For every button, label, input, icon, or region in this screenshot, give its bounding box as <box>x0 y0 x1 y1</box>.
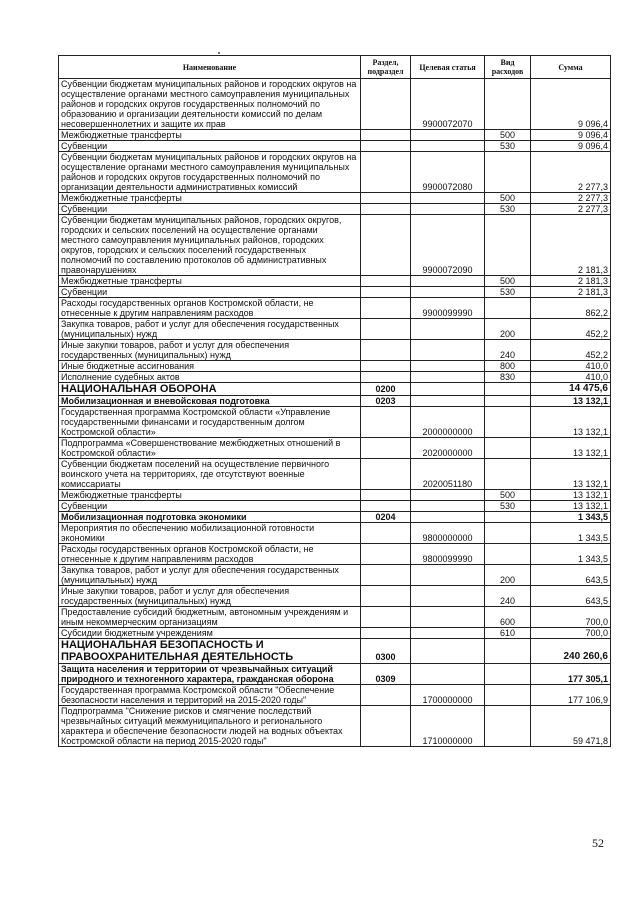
table-row <box>59 287 611 298</box>
table-row <box>59 361 611 372</box>
cell-name: Исполнение судебных актов <box>59 372 361 383</box>
cell-name: Субвенции <box>59 501 361 512</box>
cell-target <box>411 319 485 340</box>
cell-kind <box>485 706 531 747</box>
cell-target <box>411 628 485 639</box>
cell-target <box>411 664 485 685</box>
cell-sum: 2 277,3 <box>531 204 611 215</box>
cell-name: Расходы государственных органов Костромской области, не отнесенные к другим направлениям расходов <box>59 544 361 565</box>
cell-name: Мобилизационная подготовка экономики <box>59 512 361 523</box>
cell-section: 0300 <box>361 639 411 664</box>
table-row <box>59 130 611 141</box>
table-row <box>59 490 611 501</box>
cell-sum: 862,2 <box>531 298 611 319</box>
cell-name: Мобилизационная и вневойсковая подготовка <box>59 396 361 407</box>
cell-target: 1710000000 <box>411 706 485 747</box>
table-row <box>59 215 611 276</box>
cell-name: Государственная программа Костромской области «Управление государственными финансами и государственным долгом Костромской области» <box>59 407 361 438</box>
table-body <box>59 79 611 747</box>
cell-sum: 1 343,5 <box>531 523 611 544</box>
header-section: Раздел, подраздел <box>361 56 411 79</box>
cell-target <box>411 287 485 298</box>
cell-name: Иные закупки товаров, работ и услуг для обеспечения государственных (муниципальных) нужд <box>59 340 361 361</box>
cell-name: Межбюджетные трансферты <box>59 276 361 287</box>
cell-section <box>361 565 411 586</box>
cell-kind <box>485 523 531 544</box>
cell-kind <box>485 639 531 664</box>
cell-section <box>361 319 411 340</box>
cell-name: Межбюджетные трансферты <box>59 490 361 501</box>
cell-kind: 240 <box>485 586 531 607</box>
cell-section <box>361 607 411 628</box>
cell-kind <box>485 152 531 193</box>
cell-section <box>361 215 411 276</box>
cell-name: Подпрограмма "Снижение рисков и смягчение последствий чрезвычайных ситуаций межмуниципального и регионального характера и обеспечение безопасности людей на водных объектах Костромской области на период 2015-2020 годы" <box>59 706 361 747</box>
cell-target: 9800099990 <box>411 544 485 565</box>
cell-kind: 600 <box>485 607 531 628</box>
cell-name: Иные закупки товаров, работ и услуг для обеспечения государственных (муниципальных) нужд <box>59 586 361 607</box>
cell-sum: 2 277,3 <box>531 152 611 193</box>
cell-kind: 500 <box>485 193 531 204</box>
cell-kind <box>485 459 531 490</box>
table-row <box>59 141 611 152</box>
cell-sum: 1 343,5 <box>531 544 611 565</box>
cell-sum: 2 181,3 <box>531 215 611 276</box>
table-row <box>59 586 611 607</box>
cell-target: 9900072070 <box>411 79 485 130</box>
table-row <box>59 319 611 340</box>
cell-section <box>361 586 411 607</box>
cell-target: 9900072080 <box>411 152 485 193</box>
table-row <box>59 628 611 639</box>
page-number: 52 <box>592 836 604 850</box>
cell-kind: 530 <box>485 287 531 298</box>
cell-sum: 14 475,6 <box>531 383 611 396</box>
cell-name: Защита населения и территории от чрезвычайных ситуаций природного и техногенного характера, гражданская оборона <box>59 664 361 685</box>
table-header-row <box>59 56 611 79</box>
cell-target: 2000000000 <box>411 407 485 438</box>
cell-target <box>411 565 485 586</box>
table-row <box>59 706 611 747</box>
cell-section <box>361 340 411 361</box>
table-row <box>59 639 611 664</box>
cell-section <box>361 287 411 298</box>
cell-kind <box>485 298 531 319</box>
budget-table <box>58 55 611 747</box>
cell-kind <box>485 396 531 407</box>
cell-name: Субвенции <box>59 204 361 215</box>
cell-sum: 2 181,3 <box>531 276 611 287</box>
cell-section <box>361 372 411 383</box>
cell-target <box>411 361 485 372</box>
cell-section <box>361 152 411 193</box>
cell-target: 2020000000 <box>411 438 485 459</box>
cell-name: НАЦИОНАЛЬНАЯ ОБОРОНА <box>59 383 361 396</box>
cell-kind <box>485 512 531 523</box>
table-row <box>59 407 611 438</box>
cell-sum: 177 106,9 <box>531 685 611 706</box>
cell-target <box>411 193 485 204</box>
table-row <box>59 372 611 383</box>
table-row <box>59 396 611 407</box>
cell-kind <box>485 685 531 706</box>
cell-target: 9900099990 <box>411 298 485 319</box>
cell-section <box>361 706 411 747</box>
cell-sum: 410,0 <box>531 372 611 383</box>
table-row <box>59 685 611 706</box>
cell-sum: 9 096,4 <box>531 130 611 141</box>
cell-target <box>411 383 485 396</box>
cell-kind: 530 <box>485 204 531 215</box>
cell-sum: 240 260,6 <box>531 639 611 664</box>
cell-target <box>411 490 485 501</box>
cell-kind: 200 <box>485 565 531 586</box>
cell-name: Предоставление субсидий бюджетным, автономным учреждениям и иным некоммерческим организациям <box>59 607 361 628</box>
cell-kind: 500 <box>485 276 531 287</box>
cell-sum: 13 132,1 <box>531 459 611 490</box>
cell-sum: 177 305,1 <box>531 664 611 685</box>
table-row <box>59 544 611 565</box>
cell-kind: 200 <box>485 319 531 340</box>
cell-sum: 2 277,3 <box>531 193 611 204</box>
cell-kind <box>485 407 531 438</box>
cell-target <box>411 276 485 287</box>
cell-sum: 59 471,8 <box>531 706 611 747</box>
cell-section <box>361 276 411 287</box>
cell-target <box>411 372 485 383</box>
cell-name: Закупка товаров, работ и услуг для обеспечения государственных (муниципальных) нужд <box>59 319 361 340</box>
cell-kind <box>485 664 531 685</box>
cell-section <box>361 628 411 639</box>
cell-sum: 452,2 <box>531 340 611 361</box>
cell-section <box>361 544 411 565</box>
cell-section <box>361 407 411 438</box>
cell-sum: 452,2 <box>531 319 611 340</box>
table-row <box>59 276 611 287</box>
cell-name: Межбюджетные трансферты <box>59 130 361 141</box>
cell-kind <box>485 215 531 276</box>
table-row <box>59 383 611 396</box>
cell-section <box>361 438 411 459</box>
cell-sum: 9 096,4 <box>531 141 611 152</box>
header-sum: Сумма <box>531 56 611 79</box>
cell-name: Мероприятия по обеспечению мобилизационной готовности экономики <box>59 523 361 544</box>
cell-name: Расходы государственных органов Костромской области, не отнесенные к другим направлениям расходов <box>59 298 361 319</box>
cell-section <box>361 130 411 141</box>
cell-target <box>411 204 485 215</box>
cell-target <box>411 130 485 141</box>
cell-section <box>361 490 411 501</box>
cell-name: Закупка товаров, работ и услуг для обеспечения государственных (муниципальных) нужд <box>59 565 361 586</box>
cell-name: Подпрограмма «Совершенствование межбюджетных отношений в Костромской области» <box>59 438 361 459</box>
cell-sum: 1 343,5 <box>531 512 611 523</box>
cell-kind: 530 <box>485 501 531 512</box>
cell-section <box>361 501 411 512</box>
cell-section <box>361 298 411 319</box>
cell-section <box>361 79 411 130</box>
cell-target <box>411 501 485 512</box>
cell-section <box>361 204 411 215</box>
table-row <box>59 565 611 586</box>
cell-kind: 830 <box>485 372 531 383</box>
header-kind: Вид расходов <box>485 56 531 79</box>
cell-kind: 240 <box>485 340 531 361</box>
cell-sum: 2 181,3 <box>531 287 611 298</box>
table-row <box>59 438 611 459</box>
cell-name: Субвенции бюджетам муниципальных районов и городских округов на осуществление органами местного самоуправления муниципальных районов и городских округов государственных полномочий по организации деятельности административных комиссий <box>59 152 361 193</box>
cell-section <box>361 459 411 490</box>
cell-sum: 700,0 <box>531 607 611 628</box>
cell-sum: 13 132,1 <box>531 396 611 407</box>
cell-name: Субвенции бюджетам муниципальных районов и городских округов на осуществление органами местного самоуправления муниципальных районов и городских округов государственных полномочий по образованию и организации деятельности комиссий по делам несовершеннолетних и защите их прав <box>59 79 361 130</box>
table-row <box>59 459 611 490</box>
cell-target <box>411 396 485 407</box>
cell-target <box>411 586 485 607</box>
table-row <box>59 340 611 361</box>
cell-target <box>411 639 485 664</box>
cell-target: 9900072090 <box>411 215 485 276</box>
cell-name: Межбюджетные трансферты <box>59 193 361 204</box>
cell-target <box>411 607 485 628</box>
table-row <box>59 298 611 319</box>
cell-target: 2020051180 <box>411 459 485 490</box>
table-row <box>59 501 611 512</box>
table-row <box>59 193 611 204</box>
table-row <box>59 79 611 130</box>
cell-name: Иные бюджетные ассигнования <box>59 361 361 372</box>
cell-sum: 643,5 <box>531 586 611 607</box>
cell-kind <box>485 438 531 459</box>
cell-target <box>411 340 485 361</box>
cell-sum: 13 132,1 <box>531 407 611 438</box>
cell-sum: 410,0 <box>531 361 611 372</box>
cell-sum: 13 132,1 <box>531 438 611 459</box>
cell-section: 0204 <box>361 512 411 523</box>
cell-name: Субвенции <box>59 141 361 152</box>
cell-name: Субвенции бюджетам муниципальных районов, городских округов, городских и сельских поселений на осуществление органами местного самоуправления муниципальных районов, городских округов, городских и сельских поселений государственных полномочий по составлению протоколов об административных правонарушениях <box>59 215 361 276</box>
cell-section <box>361 193 411 204</box>
cell-sum: 9 096,4 <box>531 79 611 130</box>
cell-target: 9800000000 <box>411 523 485 544</box>
cell-sum: 13 132,1 <box>531 490 611 501</box>
cell-kind: 610 <box>485 628 531 639</box>
cell-name: Субвенции бюджетам поселений на осуществление первичного воинского учета на территориях, где отсутствуют военные комиссариаты <box>59 459 361 490</box>
cell-target <box>411 512 485 523</box>
cell-name: Государственная программа Костромской области "Обеспечение безопасности населения и территорий на 2015-2020 годы" <box>59 685 361 706</box>
cell-section <box>361 523 411 544</box>
table-row <box>59 512 611 523</box>
cell-kind <box>485 79 531 130</box>
cell-kind: 500 <box>485 490 531 501</box>
table-row <box>59 204 611 215</box>
table-row <box>59 607 611 628</box>
scan-speck <box>218 52 220 54</box>
header-target: Целевая статья <box>411 56 485 79</box>
cell-name: НАЦИОНАЛЬНАЯ БЕЗОПАСНОСТЬ И ПРАВООХРАНИТЕЛЬНАЯ ДЕЯТЕЛЬНОСТЬ <box>59 639 361 664</box>
cell-name: Субсидии бюджетным учреждениям <box>59 628 361 639</box>
cell-kind <box>485 544 531 565</box>
cell-section: 0309 <box>361 664 411 685</box>
cell-section: 0200 <box>361 383 411 396</box>
cell-sum: 700,0 <box>531 628 611 639</box>
cell-section <box>361 141 411 152</box>
cell-section: 0203 <box>361 396 411 407</box>
table-row <box>59 664 611 685</box>
cell-section <box>361 361 411 372</box>
table-row <box>59 523 611 544</box>
table-row <box>59 152 611 193</box>
header-name: Наименование <box>59 56 361 79</box>
cell-name: Субвенции <box>59 287 361 298</box>
cell-sum: 643,5 <box>531 565 611 586</box>
cell-sum: 13 132,1 <box>531 501 611 512</box>
cell-kind <box>485 383 531 396</box>
cell-section <box>361 685 411 706</box>
cell-kind: 530 <box>485 141 531 152</box>
cell-target: 1700000000 <box>411 685 485 706</box>
cell-target <box>411 141 485 152</box>
cell-kind: 500 <box>485 130 531 141</box>
cell-kind: 800 <box>485 361 531 372</box>
